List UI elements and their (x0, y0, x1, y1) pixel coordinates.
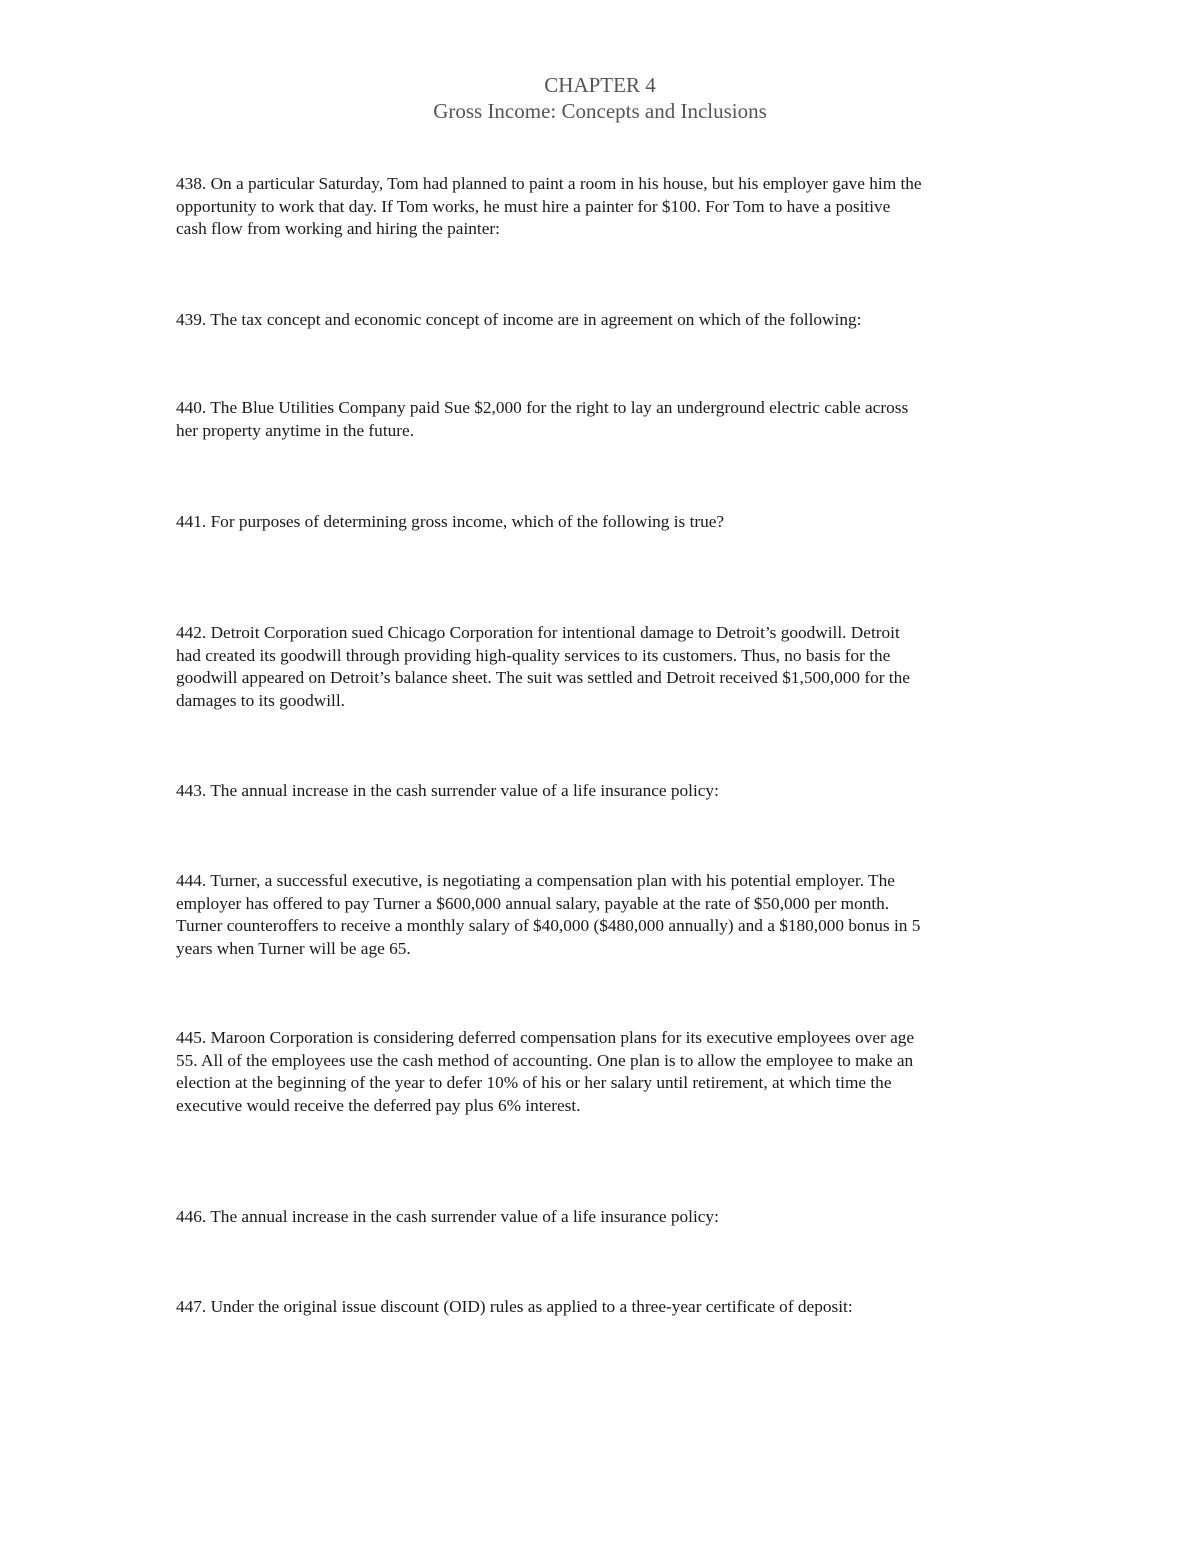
question-line: election at the beginning of the year to defer 10% of his or her salary until retirement, at which time the (176, 1073, 892, 1093)
question-line: 443. The annual increase in the cash surrender value of a life insurance policy: (176, 781, 719, 800)
question-445 (176, 1027, 1036, 1117)
chapter-subtitle: Gross Income: Concepts and Inclusions (433, 99, 767, 123)
question-line: 442. Detroit Corporation sued Chicago Corporation for intentional damage to Detroit’s goodwill. Detroit (176, 623, 900, 642)
question-444 (176, 870, 1036, 960)
question-line: her property anytime in the future. (176, 420, 415, 440)
question-line: 439. The tax concept and economic concept of income are in agreement on which of the following: (176, 310, 862, 329)
question-446 (176, 1206, 1036, 1229)
question-439 (176, 309, 1036, 332)
question-line: 446. The annual increase in the cash surrender value of a life insurance policy: (176, 1207, 719, 1226)
question-440 (176, 397, 1036, 442)
question-line: cash flow from working and hiring the painter: (176, 219, 500, 239)
question-438 (176, 173, 1036, 241)
chapter-title: CHAPTER 4 (544, 73, 656, 97)
question-line: 444. Turner, a successful executive, is negotiating a compensation plan with his potential employer. The (176, 871, 895, 890)
question-line: damages to its goodwill. (176, 690, 345, 710)
question-line: years when Turner will be age 65. (176, 938, 411, 958)
question-line: opportunity to work that day. If Tom works, he must hire a painter for $100. For Tom to have a positive (176, 196, 891, 216)
question-line: had created its goodwill through providing high-quality services to its customers. Thus, no basis for the (176, 645, 891, 665)
question-line: 440. The Blue Utilities Company paid Sue $2,000 for the right to lay an underground electric cable across (176, 398, 909, 417)
question-line: 55. All of the employees use the cash method of accounting. One plan is to allow the employee to make an (176, 1050, 914, 1070)
question-442 (176, 622, 1036, 712)
question-line: employer has offered to pay Turner a $600,000 annual salary, payable at the rate of $50,000 per month. (176, 893, 890, 913)
question-line: 447. Under the original issue discount (OID) rules as applied to a three-year certificate of deposit: (176, 1297, 853, 1316)
question-line: 438. On a particular Saturday, Tom had planned to paint a room in his house, but his employer gave him the (176, 174, 922, 193)
question-line: Turner counteroffers to receive a monthly salary of $40,000 ($480,000 annually) and a $180,000 bonus in 5 (176, 916, 921, 936)
question-447 (176, 1296, 1036, 1319)
question-line: 441. For purposes of determining gross income, which of the following is true? (176, 512, 725, 531)
question-443 (176, 780, 1036, 803)
question-line: goodwill appeared on Detroit’s balance sheet. The suit was settled and Detroit received $1,500,000 for the (176, 668, 910, 688)
question-line: executive would receive the deferred pay plus 6% interest. (176, 1095, 581, 1115)
question-line: 445. Maroon Corporation is considering deferred compensation plans for its executive employees over age (176, 1028, 915, 1047)
chapter-header (0, 72, 1200, 124)
question-441 (176, 511, 1036, 534)
